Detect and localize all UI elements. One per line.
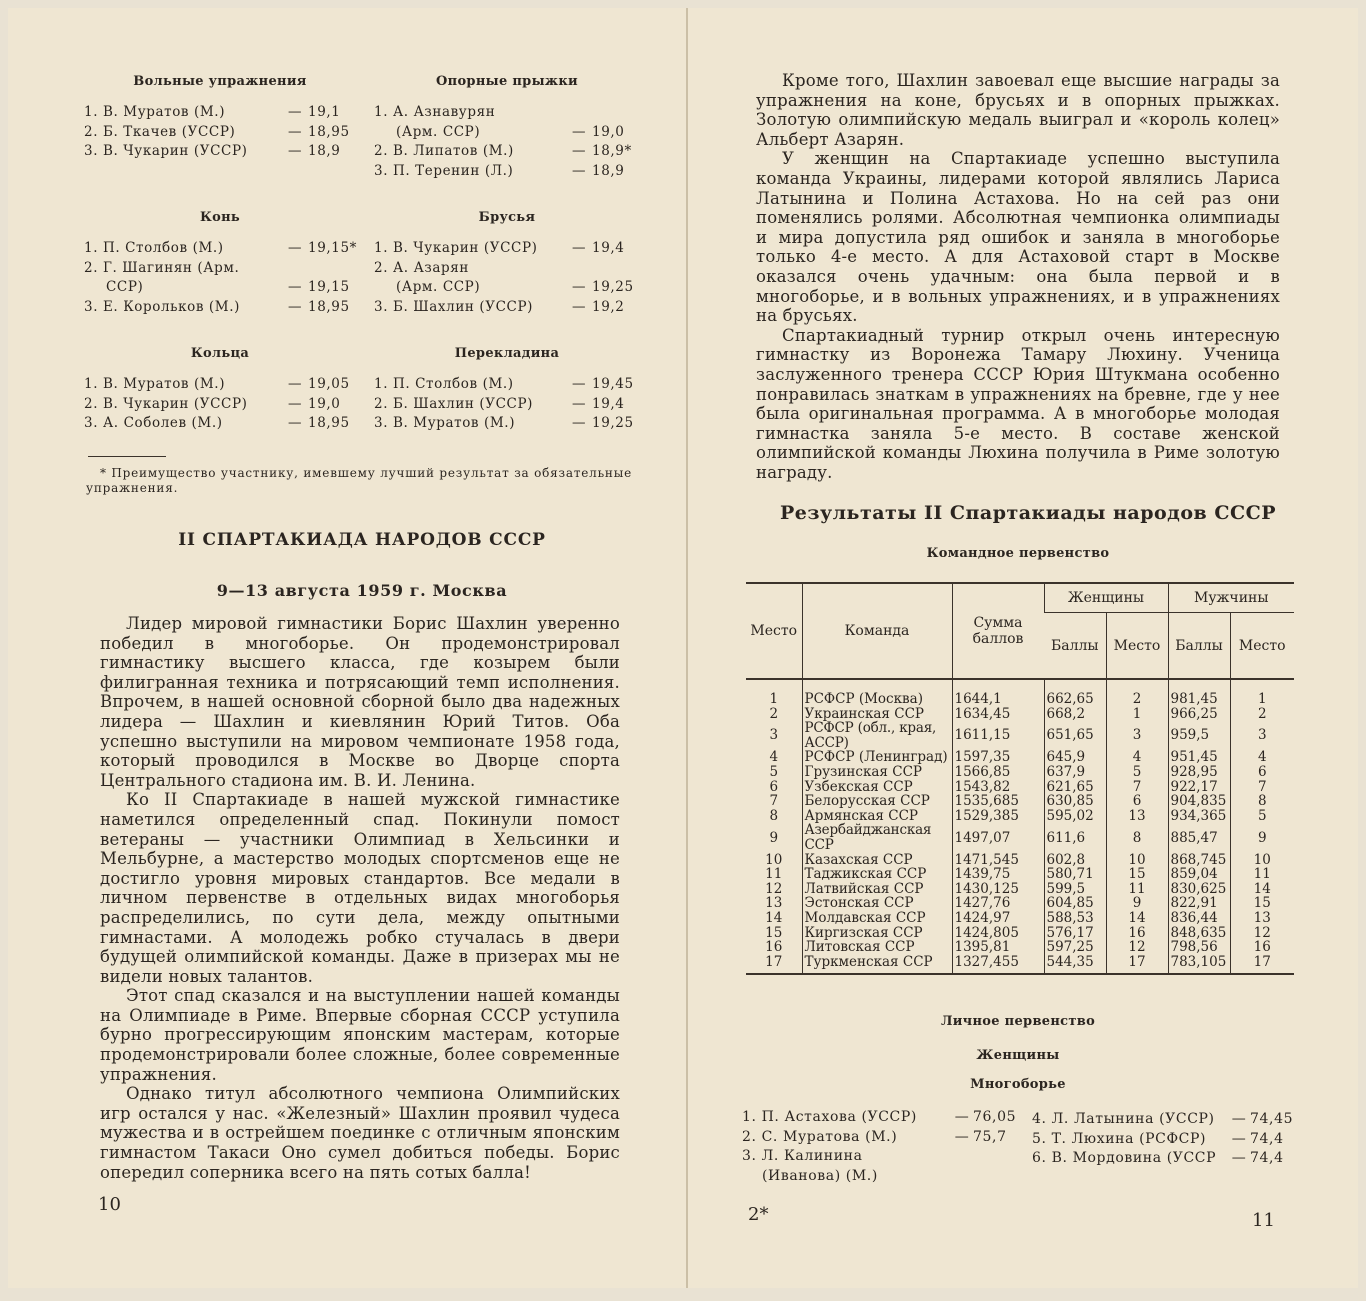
result-row — [374, 259, 640, 279]
women-place: 13 — [1106, 809, 1168, 824]
result-score: 19,4 — [592, 240, 625, 256]
team-place: 7 — [769, 793, 779, 810]
article-paragraph: У женщин на Спартакиаде успешно выступила команда Украины, лидерами которой являлись Лариса Латынина и Полина Астахова. Но на сей раз они поменялись ролями. Абсолютная чемпионка олимпиады и мира допустила ряд ошибок и заняла в многоборье только 4-е место. А для Астаховой старт в Москве оказался очень удачным: она была первой и в многоборье, и в вольных упражнениях, и в упражнениях на брусьях. — [756, 149, 1280, 326]
men-place: 13 — [1230, 911, 1294, 926]
result-row — [374, 103, 640, 123]
team-name: Латвийская ССР — [802, 882, 952, 897]
result-score — [973, 1147, 1017, 1167]
apparatus-section — [84, 210, 356, 317]
table-row — [746, 707, 1294, 722]
result-dash — [282, 259, 308, 279]
result-row — [84, 123, 356, 143]
result-row — [84, 103, 356, 123]
result-score — [592, 259, 640, 279]
apparatus-title: Опорные прыжки — [436, 74, 578, 89]
team-name: Туркменская ССР — [802, 955, 952, 975]
athlete-name: 2. В. Липатов (М.) — [374, 143, 514, 159]
col-men: Мужчины — [1168, 583, 1294, 613]
athlete-name: 1. В. Муратов (М.) — [84, 376, 226, 392]
result-row — [84, 259, 356, 279]
team-place: 16 — [765, 939, 783, 956]
women-points: 637,9 — [1044, 765, 1106, 780]
result-score: 18,95 — [308, 298, 350, 315]
team-place: 15 — [765, 924, 783, 941]
men-place: 9 — [1230, 823, 1294, 852]
result-score — [973, 1167, 1017, 1187]
article-paragraph: Однако титул абсолютного чемпиона Олимпийских игр остался у нас. «Железный» Шахлин проявил чудеса мужества и в острейшем поединке с отличным японским гимнастом Такаси Оно сумел добиться победы. Борис опередил соперника всего на пять сотых балла! — [100, 1084, 620, 1182]
athlete-name: 1. П. Астахова (УССР) — [742, 1109, 917, 1125]
result-score: 18,9* — [592, 143, 632, 159]
team-place: 14 — [765, 909, 783, 926]
athlete-name: 1. В. Чукарин (УССР) — [374, 240, 538, 256]
women-points: 602,8 — [1044, 853, 1106, 868]
result-row — [374, 162, 640, 182]
table-row — [746, 721, 1294, 750]
team-sum: 1327,455 — [952, 955, 1044, 975]
athlete-name: 3. А. Соболев (М.) — [84, 415, 223, 431]
men-points: 981,45 — [1168, 679, 1230, 707]
team-sum: 1529,385 — [952, 809, 1044, 824]
result-dash: — — [571, 143, 587, 159]
apparatus-section — [84, 346, 356, 434]
result-dash: — — [1231, 1111, 1247, 1127]
result-score: 18,95 — [308, 415, 350, 431]
team-sum: 1611,15 — [952, 721, 1044, 750]
men-points: 934,365 — [1168, 809, 1230, 824]
result-row — [374, 414, 640, 434]
women-points: 597,25 — [1044, 940, 1106, 955]
article-paragraph: Кроме того, Шахлин завоевал еще высшие награды за упражнения на коне, брусьях и в опорных прыжках. Золотую олимпийскую медаль выиграл и «король колец» Альберт Азарян. — [756, 71, 1280, 149]
results-title: Результаты II Спартакиады народов СССР — [779, 502, 1276, 524]
result-row — [374, 239, 640, 259]
men-place: 10 — [1230, 853, 1294, 868]
women-points: 588,53 — [1044, 911, 1106, 926]
team-place: 12 — [765, 880, 783, 897]
team-sum: 1471,545 — [952, 853, 1044, 868]
result-dash: — — [287, 143, 303, 159]
athlete-name: 3. Е. Корольков (М.) — [84, 298, 240, 315]
women-points: 599,5 — [1044, 882, 1106, 897]
result-score — [592, 103, 640, 123]
result-dash: — — [287, 104, 303, 120]
team-place: 8 — [769, 807, 779, 824]
women-points: 595,02 — [1044, 809, 1106, 824]
team-name: Казахская ССР — [802, 853, 952, 868]
apparatus-results — [84, 74, 640, 454]
article-paragraph: Этот спад сказался и на выступлении нашей команды на Олимпиаде в Риме. Впервые сборная СССР уступила бурно прогрессирующим японским мастерам, которые продемонстрировали более сложные, более современные упражнения. — [100, 986, 620, 1084]
women-place: 14 — [1106, 911, 1168, 926]
result-score: 19,1 — [308, 104, 341, 120]
table-row — [746, 882, 1294, 897]
athlete-name: 3. Б. Шахлин (УССР) — [374, 298, 534, 315]
men-points: 848,635 — [1168, 926, 1230, 941]
team-sum: 1543,82 — [952, 780, 1044, 795]
team-name: Таджикская ССР — [802, 867, 952, 882]
result-row — [84, 375, 356, 395]
men-place: 4 — [1230, 750, 1294, 765]
team-name: РСФСР (Ленинград) — [802, 750, 952, 765]
team-name: Молдавская ССР — [802, 911, 952, 926]
table-row — [746, 794, 1294, 809]
team-sum: 1424,97 — [952, 911, 1044, 926]
result-row — [84, 142, 356, 162]
result-dash — [951, 1167, 973, 1187]
team-place: 4 — [769, 749, 779, 766]
result-dash: — — [571, 162, 587, 179]
men-place: 12 — [1230, 926, 1294, 941]
team-place: 5 — [769, 763, 779, 780]
result-score: 19,0 — [308, 395, 341, 412]
men-place: 1 — [1230, 679, 1294, 707]
athlete-name: 2. Г. Шагинян (Арм. — [84, 259, 240, 276]
women-place: 10 — [1106, 853, 1168, 868]
team-place: 6 — [769, 778, 779, 795]
team-sum: 1439,75 — [952, 867, 1044, 882]
table-row — [746, 780, 1294, 795]
result-dash: — — [287, 415, 303, 431]
article-paragraph: Ко II Спартакиаде в нашей мужской гимнастике наметился определенный спад. Покинули помост ветераны — участники Олимпиад в Хельсинки и Мельбурне, а мастерство молодых спортсменов еще не достигло уровня мировых стандартов. Все медали в личном первенстве в отдельных видах многоборья распределились, по сути дела, между опытными гимнастами. А молодежь робко стучалась в двери будущей олимпийской команды. Даже в призерах мы не видели новых талантов. — [100, 790, 620, 986]
team-sum: 1597,35 — [952, 750, 1044, 765]
men-points: 885,47 — [1168, 823, 1230, 852]
col-women-points: Баллы — [1044, 613, 1106, 680]
table-row — [746, 896, 1294, 911]
men-place: 7 — [1230, 780, 1294, 795]
result-row — [84, 298, 356, 318]
right-article-text — [756, 71, 1280, 482]
team-championship-title: Командное первенство — [926, 546, 1110, 561]
women-points: 576,17 — [1044, 926, 1106, 941]
athlete-name: 4. Л. Латынина (УССР) — [1032, 1111, 1215, 1127]
col-women: Женщины — [1044, 583, 1168, 613]
individual-row — [1032, 1130, 1294, 1150]
men-points: 798,56 — [1168, 940, 1230, 955]
men-points: 783,105 — [1168, 955, 1230, 975]
women-place: 2 — [1106, 679, 1168, 707]
athlete-name: 1. А. Азнавурян — [374, 104, 496, 120]
result-row — [84, 278, 356, 298]
women-place: 5 — [1106, 765, 1168, 780]
men-points: 859,04 — [1168, 867, 1230, 882]
page-number-right: 11 — [1252, 1210, 1275, 1231]
individual-row — [742, 1167, 1017, 1187]
men-points: 868,745 — [1168, 853, 1230, 868]
personal-title: Личное первенство — [940, 1014, 1096, 1029]
team-sum: 1427,76 — [952, 896, 1044, 911]
team-place: 3 — [769, 727, 779, 744]
team-sum: 1424,805 — [952, 926, 1044, 941]
apparatus-title: Перекладина — [454, 346, 560, 361]
table-row — [746, 911, 1294, 926]
men-place: 6 — [1230, 765, 1294, 780]
result-score: 18,95 — [308, 123, 350, 140]
athlete-name: 3. Л. Калинина — [742, 1148, 863, 1164]
team-place: 10 — [765, 851, 783, 868]
result-row — [84, 239, 356, 259]
result-score: 19,25 — [592, 415, 634, 431]
men-points: 959,5 — [1168, 721, 1230, 750]
men-place: 17 — [1230, 955, 1294, 975]
women-place: 7 — [1106, 780, 1168, 795]
team-place: 13 — [765, 895, 783, 912]
men-place: 2 — [1230, 707, 1294, 722]
team-place: 1 — [769, 691, 779, 707]
team-name: Узбекская ССР — [802, 780, 952, 795]
apparatus-title: Конь — [199, 210, 241, 225]
athlete-name: 1. П. Столбов (М.) — [84, 240, 224, 256]
result-score: 74,4 — [1250, 1130, 1284, 1147]
result-score: 18,9 — [592, 162, 625, 179]
result-score: 19,25 — [592, 279, 634, 295]
result-row — [374, 375, 640, 395]
result-dash: — — [1231, 1150, 1247, 1166]
women-points: 630,85 — [1044, 794, 1106, 809]
men-place: 15 — [1230, 896, 1294, 911]
col-place: Место — [746, 583, 802, 679]
women-place: 1 — [1106, 707, 1168, 722]
women-points: 662,65 — [1044, 679, 1106, 707]
team-results-table — [746, 582, 1294, 975]
result-dash: — — [287, 240, 303, 256]
team-place: 17 — [746, 955, 802, 975]
footnote-rule — [88, 456, 166, 457]
apparatus-section — [374, 210, 640, 317]
men-place: 3 — [1230, 721, 1294, 750]
result-row — [374, 395, 640, 415]
result-score: 76,05 — [973, 1109, 1017, 1125]
team-name: Белорусская ССР — [802, 794, 952, 809]
team-sum: 1497,07 — [952, 823, 1044, 852]
women-place: 3 — [1106, 721, 1168, 750]
result-row — [374, 142, 640, 162]
col-men-place: Место — [1230, 613, 1294, 680]
footnote: * Преимущество участнику, имевшему лучший результат за обязательные упражнения. — [86, 466, 632, 495]
table-row — [746, 679, 1294, 707]
result-dash — [566, 103, 592, 123]
result-dash: — — [571, 123, 587, 140]
table-row — [746, 765, 1294, 780]
result-dash: — — [954, 1109, 970, 1125]
team-sum: 1566,85 — [952, 765, 1044, 780]
men-points: 830,625 — [1168, 882, 1230, 897]
team-name: РСФСР (Москва) — [802, 679, 952, 707]
result-score: 19,2 — [592, 298, 625, 315]
women-place: 4 — [1106, 750, 1168, 765]
result-dash: — — [287, 376, 303, 392]
result-score: 19,45 — [592, 376, 634, 392]
men-points: 822,91 — [1168, 896, 1230, 911]
result-row — [374, 278, 640, 298]
men-place: 8 — [1230, 794, 1294, 809]
individual-row — [742, 1128, 1017, 1148]
result-dash: — — [287, 279, 303, 295]
men-points: 922,17 — [1168, 780, 1230, 795]
apparatus-section — [84, 74, 356, 162]
athlete-name: 3. П. Теренин (Л.) — [374, 162, 514, 179]
men-points: 951,45 — [1168, 750, 1230, 765]
result-row — [84, 414, 356, 434]
team-place: 9 — [769, 829, 779, 846]
left-article-text — [100, 614, 620, 1182]
athlete-name: 2. Б. Шахлин (УССР) — [374, 395, 534, 412]
women-points: 668,2 — [1044, 707, 1106, 722]
result-row — [374, 298, 640, 318]
result-dash: — — [571, 415, 587, 431]
right-page — [688, 8, 1358, 1288]
apparatus-section — [374, 346, 640, 434]
result-row — [374, 123, 640, 143]
result-dash: — — [1231, 1130, 1247, 1147]
athlete-name: 1. П. Столбов (М.) — [374, 376, 514, 392]
men-points: 904,835 — [1168, 794, 1230, 809]
team-name: РСФСР (обл., края, АССР) — [802, 721, 952, 750]
col-team: Команда — [802, 583, 952, 679]
athlete-name: ССР) — [106, 279, 144, 295]
team-name: Эстонская ССР — [802, 896, 952, 911]
table-row — [746, 809, 1294, 824]
page-number-left: 10 — [98, 1194, 121, 1215]
athlete-name: (Иванова) (М.) — [762, 1167, 878, 1184]
team-sum: 1535,685 — [952, 794, 1044, 809]
result-score: 19,15* — [308, 240, 357, 256]
result-dash: — — [571, 376, 587, 392]
table-row — [746, 750, 1294, 765]
men-points: 928,95 — [1168, 765, 1230, 780]
athlete-name: 1. В. Муратов (М.) — [84, 104, 226, 120]
result-dash — [566, 259, 592, 279]
left-page — [8, 8, 686, 1288]
signature-mark: 2* — [748, 1204, 769, 1225]
result-dash: — — [287, 298, 303, 315]
women-place: 16 — [1106, 926, 1168, 941]
result-dash: — — [571, 395, 587, 412]
result-score: 74,4 — [1250, 1150, 1284, 1166]
result-dash: — — [287, 123, 303, 140]
table-row — [746, 926, 1294, 941]
table-row — [746, 940, 1294, 955]
team-name: Азербайджанская ССР — [802, 823, 952, 852]
athlete-name: 3. В. Чукарин (УССР) — [84, 143, 248, 159]
col-sum: Сумма баллов — [952, 583, 1044, 679]
article-paragraph: Лидер мировой гимнастики Борис Шахлин уверенно победил в многоборье. Он продемонстрировал гимнастику высшего класса, где козырем были филигранная техника и потрясающий темп исполнения. Впрочем, в нашей основной сборной было два надежных лидера — Шахлин и киевлянин Юрий Титов. Оба успешно выступили на мировом чемпионате 1958 года, который проводился в Москве во Дворце спорта Центрального стадиона им. В. И. Ленина. — [100, 614, 620, 790]
team-place: 11 — [765, 866, 783, 883]
team-name: Армянская ССР — [802, 809, 952, 824]
result-score: 74,45 — [1250, 1111, 1294, 1127]
result-score — [308, 259, 356, 279]
table-row — [746, 853, 1294, 868]
athlete-name: 3. В. Муратов (М.) — [374, 415, 516, 431]
col-men-points: Баллы — [1168, 613, 1230, 680]
women-points: 604,85 — [1044, 896, 1106, 911]
women-place: 17 — [1106, 955, 1168, 975]
athlete-name: 2. В. Чукарин (УССР) — [84, 395, 248, 412]
result-score: 19,05 — [308, 376, 350, 392]
allround-title: Многоборье — [970, 1077, 1066, 1092]
spartakiad-heading: II СПАРТАКИАДА НАРОДОВ СССР — [178, 530, 546, 550]
result-dash: — — [571, 279, 587, 295]
men-place: 16 — [1230, 940, 1294, 955]
athlete-name: (Арм. ССР) — [396, 123, 481, 140]
women-place: 8 — [1106, 823, 1168, 852]
result-dash: — — [571, 298, 587, 315]
athlete-name: 2. С. Муратова (М.) — [742, 1128, 898, 1145]
table-row — [746, 867, 1294, 882]
women-place: 11 — [1106, 882, 1168, 897]
women-title: Женщины — [976, 1048, 1060, 1063]
individual-row — [742, 1147, 1017, 1167]
apparatus-title: Вольные упражнения — [133, 74, 307, 89]
team-name: Украинская ССР — [802, 707, 952, 722]
women-place: 9 — [1106, 896, 1168, 911]
result-row — [84, 395, 356, 415]
team-sum: 1395,81 — [952, 940, 1044, 955]
athlete-name: (Арм. ССР) — [396, 279, 481, 295]
table-row — [746, 955, 1294, 975]
athlete-name: 5. Т. Люхина (РСФСР) — [1032, 1130, 1207, 1147]
individual-results-left — [742, 1108, 1017, 1186]
table-row — [746, 823, 1294, 852]
team-sum: 1644,1 — [952, 679, 1044, 707]
result-dash: — — [571, 240, 587, 256]
individual-row — [742, 1108, 1017, 1128]
individual-row — [1032, 1110, 1294, 1130]
men-points: 836,44 — [1168, 911, 1230, 926]
men-place: 5 — [1230, 809, 1294, 824]
women-points: 544,35 — [1044, 955, 1106, 975]
result-score: 18,9 — [308, 143, 341, 159]
apparatus-title: Брусья — [478, 210, 536, 225]
team-sum: 1634,45 — [952, 707, 1044, 722]
result-score: 75,7 — [973, 1128, 1007, 1145]
women-points: 611,6 — [1044, 823, 1106, 852]
women-points: 645,9 — [1044, 750, 1106, 765]
team-sum: 1430,125 — [952, 882, 1044, 897]
men-place: 14 — [1230, 882, 1294, 897]
result-dash: — — [954, 1128, 970, 1145]
apparatus-title: Кольца — [190, 346, 250, 361]
result-score: 19,4 — [592, 395, 625, 412]
women-place: 6 — [1106, 794, 1168, 809]
individual-row — [1032, 1149, 1294, 1169]
women-points: 580,71 — [1044, 867, 1106, 882]
women-place: 12 — [1106, 940, 1168, 955]
men-place: 11 — [1230, 867, 1294, 882]
women-points: 651,65 — [1044, 721, 1106, 750]
men-points: 966,25 — [1168, 707, 1230, 722]
spartakiad-date: 9—13 августа 1959 г. Москва — [216, 581, 508, 600]
col-women-place: Место — [1106, 613, 1168, 680]
women-place: 15 — [1106, 867, 1168, 882]
result-dash: — — [287, 395, 303, 412]
result-dash — [951, 1147, 973, 1167]
result-score: 19,15 — [308, 279, 350, 295]
team-name: Литовская ССР — [802, 940, 952, 955]
article-paragraph: Спартакиадный турнир открыл очень интересную гимнастку из Воронежа Тамару Люхину. Ученица заслуженного тренера СССР Юрия Штукмана особенно понравилась знаткам в упражнениях на бревне, где у нее была оригинальная программа. А в многоборье молодая гимнастка заняла 5-е место. В составе женской олимпийской команды Люхина получила в Риме золотую награду. — [756, 325, 1280, 482]
result-score: 19,0 — [592, 123, 625, 140]
women-points: 621,65 — [1044, 780, 1106, 795]
team-place: 2 — [769, 705, 779, 722]
team-name: Киргизская ССР — [802, 926, 952, 941]
athlete-name: 2. Б. Ткачев (УССР) — [84, 123, 236, 140]
athlete-name: 2. А. Азарян — [374, 259, 469, 276]
individual-results-right — [1032, 1110, 1294, 1169]
team-name: Грузинская ССР — [802, 765, 952, 780]
athlete-name: 6. В. Мордовина (УССР — [1032, 1150, 1217, 1166]
apparatus-section — [374, 74, 640, 181]
